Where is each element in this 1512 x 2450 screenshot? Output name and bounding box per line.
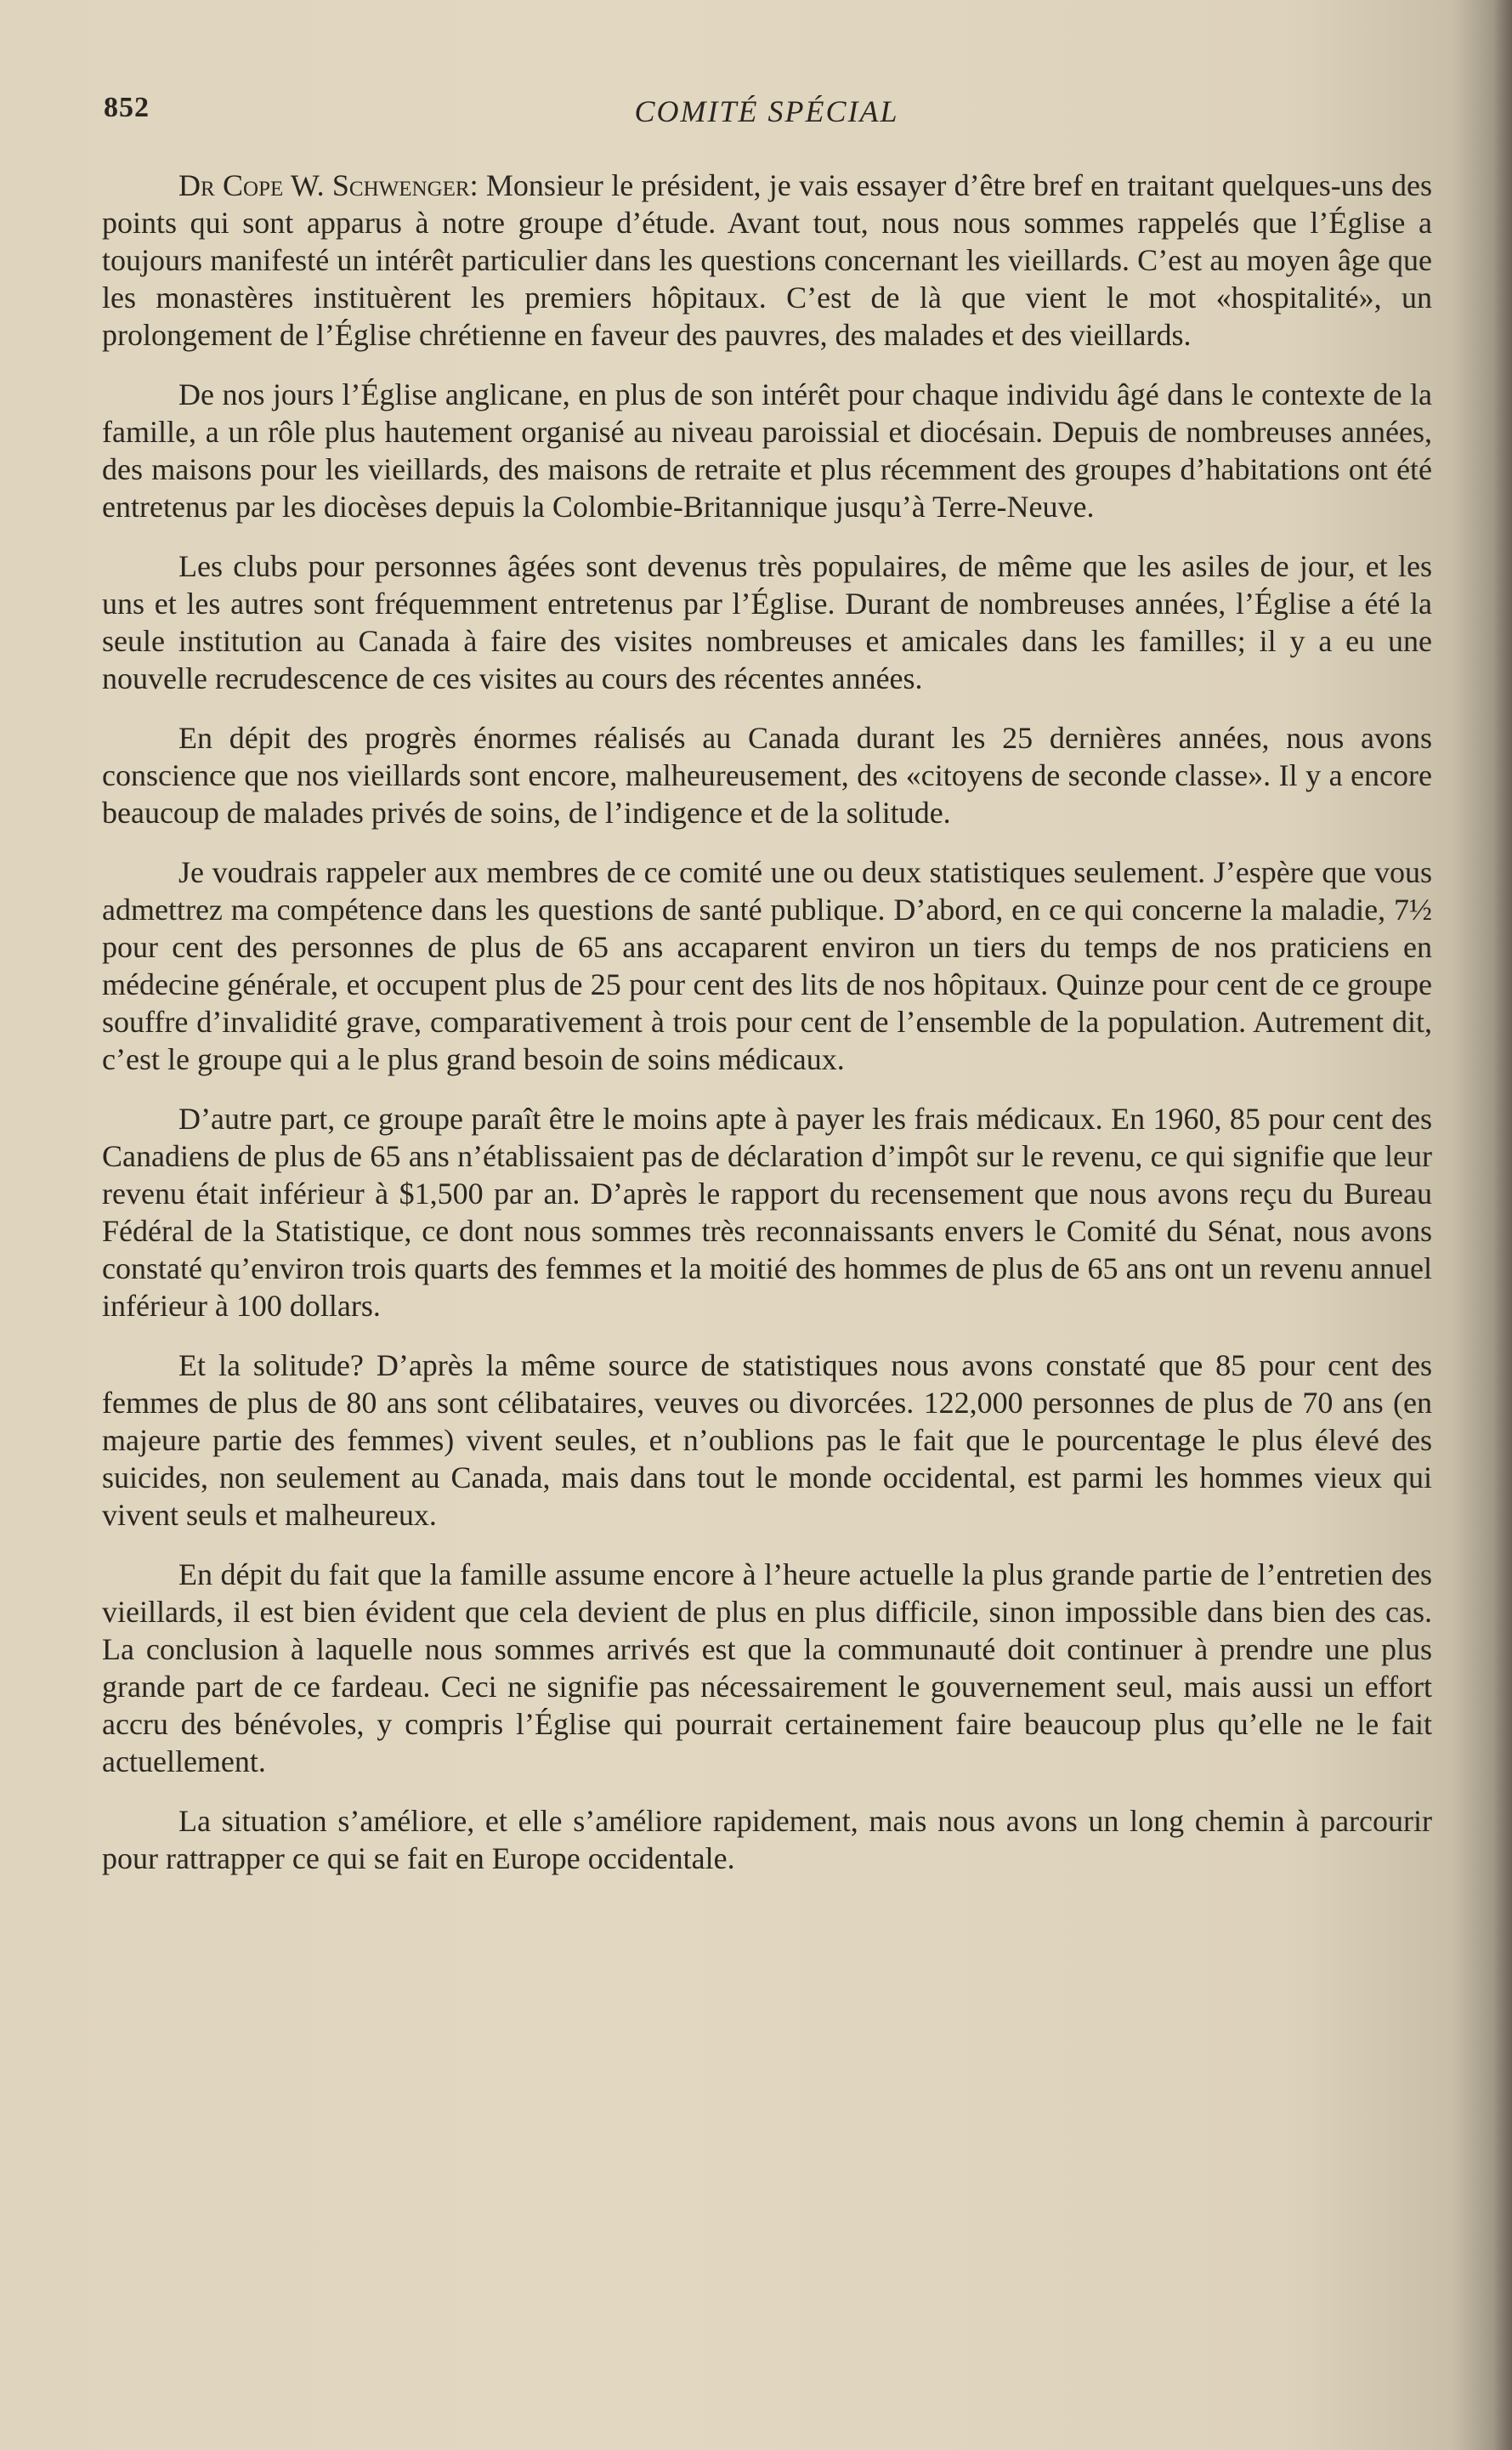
paragraph-1 — [102, 167, 1432, 354]
page-body — [102, 167, 1432, 1899]
page-number: 852 — [104, 92, 150, 123]
paragraph-4: En dépit des progrès énormes réalisés au Canada durant les 25 dernières années, nous avons conscience que nos vieillards sont encore, malheureusement, des «citoyens de seconde classe». Il y a encore beaucoup de malades privés de soins, de l’indigence et de la solitude. — [102, 721, 1432, 830]
paragraph-7: Et la solitude? D’après la même source de statistiques nous avons constaté que 85 pour cent des femmes de plus de 80 ans sont célibataires, veuves ou divorcées. 122,000 personnes de plus de 70 ans (en majeure partie des femmes) vivent seules, et n’oublions pas le fait que le pourcentage le plus élevé des suicides, non seulement au Canada, mais dans tout le monde occidental, est parmi les hommes vieux qui vivent seuls et malheureux. — [102, 1348, 1432, 1532]
paragraph-1-text: Monsieur le président, je vais essayer d’être bref en traitant quelques-uns des points qui sont apparus à notre groupe d’étude. Avant tout, nous nous sommes rappelés que l’Église a toujours manifesté un intérêt particulier dans les questions concernant les vieillards. C’est au moyen âge que les monastères instituèrent les premiers hôpitaux. C’est de là que vient le mot «hospitalité», un prolongement de l’Église chrétienne en faveur des pauvres, des malades et des vieillards. — [102, 168, 1433, 352]
speaker-title: Dr — [178, 168, 215, 202]
paragraph-5: Je voudrais rappeler aux membres de ce comité une ou deux statistiques seulement. J’espère que vous admettrez ma compétence dans les questions de santé publique. D’abord, en ce qui concerne la maladie, 7½ pour cent des personnes de plus de 65 ans accaparent environ un tiers du temps de nos praticiens en médecine générale, et occupent plus de 25 pour cent des lits de nos hôpitaux. Quinze pour cent de ce groupe souffre d’invalidité grave, comparativement à trois pour cent de l’ensemble de la population. Autrement dit, c’est le groupe qui a le plus grand besoin de soins médicaux. — [102, 855, 1432, 1076]
page-edge-shadow — [1493, 0, 1512, 2450]
running-title: COMITÉ SPÉCIAL — [634, 94, 899, 128]
speaker-name: Cope W. Schwenger: — [223, 168, 479, 202]
paragraph-3: Les clubs pour personnes âgées sont devenus très populaires, de même que les asiles de jour, et les uns et les autres sont fréquemment entretenus par l’Église. Durant de nombreuses années, l’Église a été la seule institution au Canada à faire des visites nombreuses et amicales dans les familles; il y a eu une nouvelle recrudescence de ces visites au cours des récentes années. — [102, 549, 1432, 695]
paragraph-2: De nos jours l’Église anglicane, en plus de son intérêt pour chaque individu âgé dans le contexte de la famille, a un rôle plus hautement organisé au niveau paroissial et diocésain. Depuis de nombreuses années, des maisons pour les vieillards, des maisons de retraite et plus récemment des groupes d’habitations ont été entretenus par les diocèses depuis la Colombie-Britannique jusqu’à Terre-Neuve. — [102, 377, 1432, 524]
paragraph-6: D’autre part, ce groupe paraît être le moins apte à payer les frais médicaux. En 1960, 85 pour cent des Canadiens de plus de 65 ans n’établissaient pas de déclaration d’impôt sur le revenu, ce qui signifie que leur revenu était inférieur à $1,500 par an. D’après le rapport du recensement que nous avons reçu du Bureau Fédéral de la Statistique, ce dont nous sommes très reconnaissants envers le Comité du Sénat, nous avons constaté qu’environ trois quarts des femmes et la moitié des hommes de plus de 65 ans ont un revenu annuel inférieur à 100 dollars. — [102, 1102, 1432, 1323]
page-header — [104, 92, 1430, 133]
paragraph-8: En dépit du fait que la famille assume encore à l’heure actuelle la plus grande partie de l’entretien des vieillards, il est bien évident que cela devient de plus en plus difficile, sinon impossible dans bien des cas. La conclusion à laquelle nous sommes arrivés est que la communauté doit continuer à prendre une plus grande part de ce fardeau. Ceci ne signifie pas nécessairement le gouvernement seul, mais aussi un effort accru des bénévoles, y compris l’Église qui pourrait certainement faire beaucoup plus qu’elle ne le fait actuellement. — [102, 1557, 1432, 1778]
paragraph-9: La situation s’améliore, et elle s’améliore rapidement, mais nous avons un long chemin à parcourir pour rattrapper ce qui se fait en Europe occidentale. — [102, 1804, 1432, 1875]
